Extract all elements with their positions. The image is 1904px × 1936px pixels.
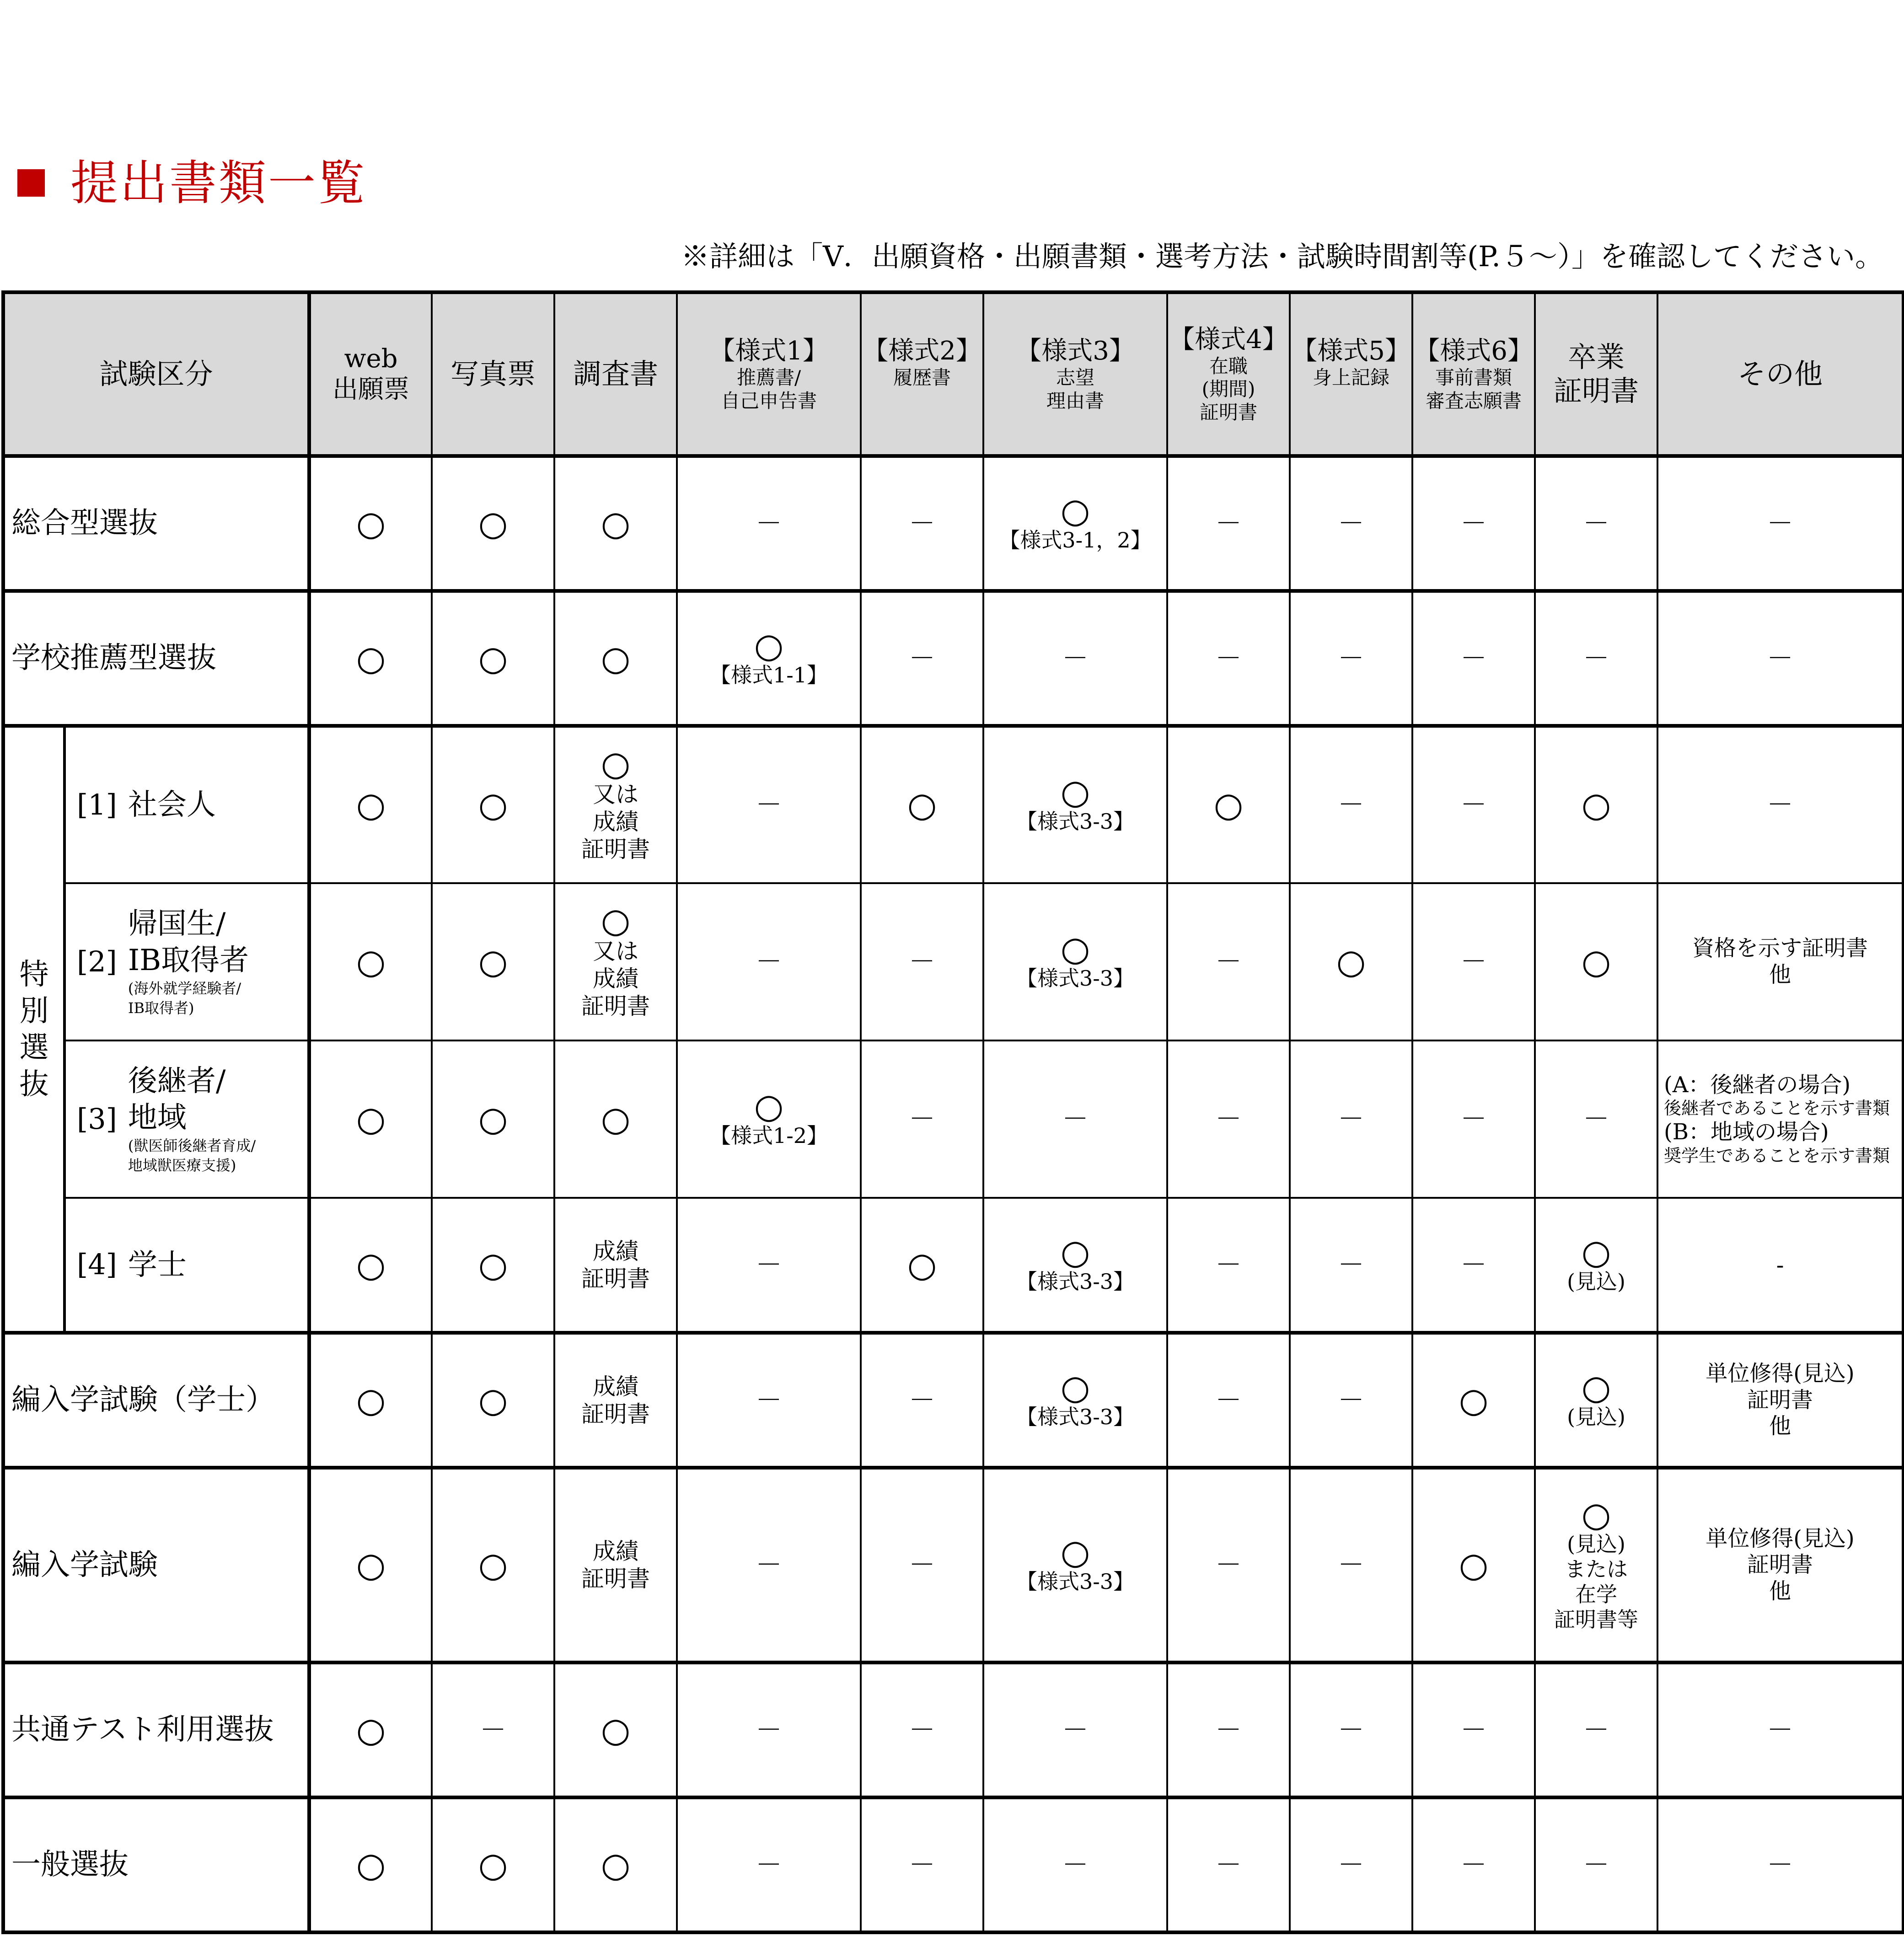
- cell-survey: 成績 証明書: [554, 1333, 677, 1468]
- cell-form5: －: [1290, 591, 1412, 726]
- cell-form5: －: [1290, 1198, 1412, 1333]
- cell-form6: －: [1412, 883, 1535, 1040]
- reference-note: ※詳細は「Ⅴ．出願資格・出願書類・選考方法・試験時間割等(P.５〜）」を確認してください。: [681, 240, 1883, 273]
- cell-graduation: －: [1535, 456, 1657, 591]
- cell-form3: ○ 【様式3-3】: [983, 1333, 1167, 1468]
- cell-form5: －: [1290, 1662, 1412, 1797]
- cell-form1: ○ 【様式1-2】: [677, 1040, 861, 1198]
- header-form1: 【様式1】 推薦書/ 自己申告書: [677, 292, 861, 456]
- cell-photo: ○: [432, 1198, 554, 1333]
- cell-photo: ○: [432, 1797, 554, 1932]
- table-row: [3, 591, 1904, 726]
- cell-form2: －: [861, 1468, 983, 1662]
- documents-table: [1, 290, 1904, 1934]
- cell-form3: －: [983, 1797, 1167, 1932]
- cell-graduation: －: [1535, 1040, 1657, 1198]
- cell-form3: ○ 【様式3-1，2】: [983, 456, 1167, 591]
- cell-form2: －: [861, 883, 983, 1040]
- cell-survey: ○: [554, 591, 677, 726]
- cell-form2: －: [861, 1797, 983, 1932]
- row-label-sogo: 総合型選抜: [3, 456, 309, 591]
- header-form6: 【様式6】 事前書類 審査志願書: [1412, 292, 1535, 456]
- row-label-gakushi: [4] 学士: [64, 1198, 309, 1333]
- header-form2: 【様式2】 履歴書: [861, 292, 983, 456]
- cell-form1: －: [677, 1198, 861, 1333]
- cell-graduation: ○ (見込): [1535, 1333, 1657, 1468]
- cell-other: －: [1657, 456, 1904, 591]
- cell-form5: －: [1290, 726, 1412, 883]
- cell-form6: －: [1412, 456, 1535, 591]
- cell-form3: ○ 【様式3-3】: [983, 1468, 1167, 1662]
- header-survey: 調査書: [554, 292, 677, 456]
- cell-other: 資格を示す証明書 他: [1657, 883, 1904, 1040]
- cell-graduation: ○ (見込) または 在学 証明書等: [1535, 1468, 1657, 1662]
- table-header-row: [3, 292, 1904, 456]
- table-row: [3, 1662, 1904, 1797]
- cell-form1: ○ 【様式1-1】: [677, 591, 861, 726]
- table-row: [3, 1468, 1904, 1662]
- cell-form6: ○: [1412, 1468, 1535, 1662]
- cell-graduation: ○: [1535, 883, 1657, 1040]
- header-graduation-cert: 卒業 証明書: [1535, 292, 1657, 456]
- cell-other: -: [1657, 1198, 1904, 1333]
- cell-form2: ○: [861, 1198, 983, 1333]
- cell-form2: －: [861, 456, 983, 591]
- cell-form1: －: [677, 456, 861, 591]
- cell-photo: ○: [432, 883, 554, 1040]
- cell-web: ○: [309, 726, 432, 883]
- cell-survey: 成績 証明書: [554, 1198, 677, 1333]
- cell-form6: ○: [1412, 1333, 1535, 1468]
- cell-form6: －: [1412, 1797, 1535, 1932]
- cell-form4: －: [1167, 1662, 1290, 1797]
- cell-form1: －: [677, 1468, 861, 1662]
- cell-form3: ○ 【様式3-3】: [983, 883, 1167, 1040]
- cell-web: ○: [309, 1468, 432, 1662]
- cell-form6: －: [1412, 1662, 1535, 1797]
- cell-photo: ○: [432, 456, 554, 591]
- cell-form3: －: [983, 591, 1167, 726]
- cell-form3: －: [983, 1040, 1167, 1198]
- cell-form5: －: [1290, 1333, 1412, 1468]
- table-row: [3, 883, 1904, 1040]
- cell-other: 単位修得(見込) 証明書 他: [1657, 1333, 1904, 1468]
- cell-photo: ○: [432, 1040, 554, 1198]
- cell-other: －: [1657, 726, 1904, 883]
- cell-web: ○: [309, 1797, 432, 1932]
- table-row: [3, 456, 1904, 591]
- cell-form6: －: [1412, 1040, 1535, 1198]
- cell-form3: ○ 【様式3-3】: [983, 1198, 1167, 1333]
- cell-photo: ○: [432, 726, 554, 883]
- table-row: [3, 1333, 1904, 1468]
- cell-form1: －: [677, 726, 861, 883]
- cell-web: ○: [309, 456, 432, 591]
- cell-web: ○: [309, 1198, 432, 1333]
- cell-graduation: －: [1535, 1797, 1657, 1932]
- cell-form5: －: [1290, 1797, 1412, 1932]
- page-title: [17, 155, 367, 211]
- header-form3: 【様式3】 志望 理由書: [983, 292, 1167, 456]
- cell-form1: －: [677, 1333, 861, 1468]
- cell-form4: ○: [1167, 726, 1290, 883]
- table-row: [3, 1198, 1904, 1333]
- cell-survey: 成績 証明書: [554, 1468, 677, 1662]
- cell-survey: ○: [554, 1662, 677, 1797]
- cell-photo: ○: [432, 1468, 554, 1662]
- cell-web: ○: [309, 1662, 432, 1797]
- cell-form2: －: [861, 1040, 983, 1198]
- row-label-tokubetsu: 特 別 選 抜: [3, 726, 64, 1333]
- row-label-ippan: 一般選抜: [3, 1797, 309, 1932]
- cell-form4: －: [1167, 1333, 1290, 1468]
- cell-form5: －: [1290, 1040, 1412, 1198]
- cell-form1: －: [677, 1797, 861, 1932]
- cell-form4: －: [1167, 1468, 1290, 1662]
- cell-graduation: －: [1535, 1662, 1657, 1797]
- cell-survey: ○: [554, 456, 677, 591]
- cell-form5: ○: [1290, 883, 1412, 1040]
- cell-other: －: [1657, 1797, 1904, 1932]
- cell-form3: ○ 【様式3-3】: [983, 726, 1167, 883]
- cell-photo: ○: [432, 591, 554, 726]
- row-label-kokeisha: [3] 後継者/ 地域 (獣医師後継者育成/ 地域獣医療支援): [64, 1040, 309, 1198]
- row-label-kyotsu: 共通テスト利用選抜: [3, 1662, 309, 1797]
- cell-other: 単位修得(見込) 証明書 他: [1657, 1468, 1904, 1662]
- cell-form4: －: [1167, 1797, 1290, 1932]
- row-label-shakaijin: [1] 社会人: [64, 726, 309, 883]
- cell-web: ○: [309, 1333, 432, 1468]
- cell-form4: －: [1167, 883, 1290, 1040]
- cell-photo: ○: [432, 1333, 554, 1468]
- cell-survey: ○: [554, 1797, 677, 1932]
- header-form4: 【様式4】 在職 (期間) 証明書: [1167, 292, 1290, 456]
- cell-form4: －: [1167, 591, 1290, 726]
- cell-survey: ○ 又は 成績 証明書: [554, 883, 677, 1040]
- cell-photo: －: [432, 1662, 554, 1797]
- cell-graduation: －: [1535, 591, 1657, 726]
- cell-survey: ○ 又は 成績 証明書: [554, 726, 677, 883]
- row-label-gakko: 学校推薦型選抜: [3, 591, 309, 726]
- cell-graduation: ○: [1535, 726, 1657, 883]
- table-row: [3, 1797, 1904, 1932]
- header-photo: 写真票: [432, 292, 554, 456]
- cell-other: －: [1657, 591, 1904, 726]
- cell-form6: －: [1412, 726, 1535, 883]
- cell-form2: ○: [861, 726, 983, 883]
- cell-web: ○: [309, 883, 432, 1040]
- header-category: 試験区分: [3, 292, 309, 456]
- cell-web: ○: [309, 591, 432, 726]
- cell-form1: －: [677, 1662, 861, 1797]
- cell-form2: －: [861, 1662, 983, 1797]
- cell-survey: ○: [554, 1040, 677, 1198]
- header-other: その他: [1657, 292, 1904, 456]
- square-bullet-icon: [17, 169, 45, 197]
- row-label-kikokusei: [2] 帰国生/ IB取得者 (海外就学経験者/ IB取得者): [64, 883, 309, 1040]
- row-label-hennyu: 編入学試験: [3, 1468, 309, 1662]
- cell-form6: －: [1412, 1198, 1535, 1333]
- cell-form6: －: [1412, 591, 1535, 726]
- cell-form1: －: [677, 883, 861, 1040]
- cell-form2: －: [861, 591, 983, 726]
- cell-form5: －: [1290, 456, 1412, 591]
- header-web-application: web 出願票: [309, 292, 432, 456]
- cell-form5: －: [1290, 1468, 1412, 1662]
- cell-web: ○: [309, 1040, 432, 1198]
- cell-form4: －: [1167, 1198, 1290, 1333]
- cell-other: －: [1657, 1662, 1904, 1797]
- table-row: [3, 1040, 1904, 1198]
- cell-form2: －: [861, 1333, 983, 1468]
- cell-form3: －: [983, 1662, 1167, 1797]
- table-row: [3, 726, 1904, 883]
- header-form5: 【様式5】 身上記録: [1290, 292, 1412, 456]
- cell-form4: －: [1167, 456, 1290, 591]
- row-label-hennyu-gakushi: 編入学試験（学士）: [3, 1333, 309, 1468]
- cell-form4: －: [1167, 1040, 1290, 1198]
- cell-other: (A：後継者の場合) 後継者であることを示す書類 (B：地域の場合) 奨学生であることを示す書類: [1657, 1040, 1904, 1198]
- cell-graduation: ○ (見込): [1535, 1198, 1657, 1333]
- page-title-text: 提出書類一覧: [70, 155, 367, 211]
